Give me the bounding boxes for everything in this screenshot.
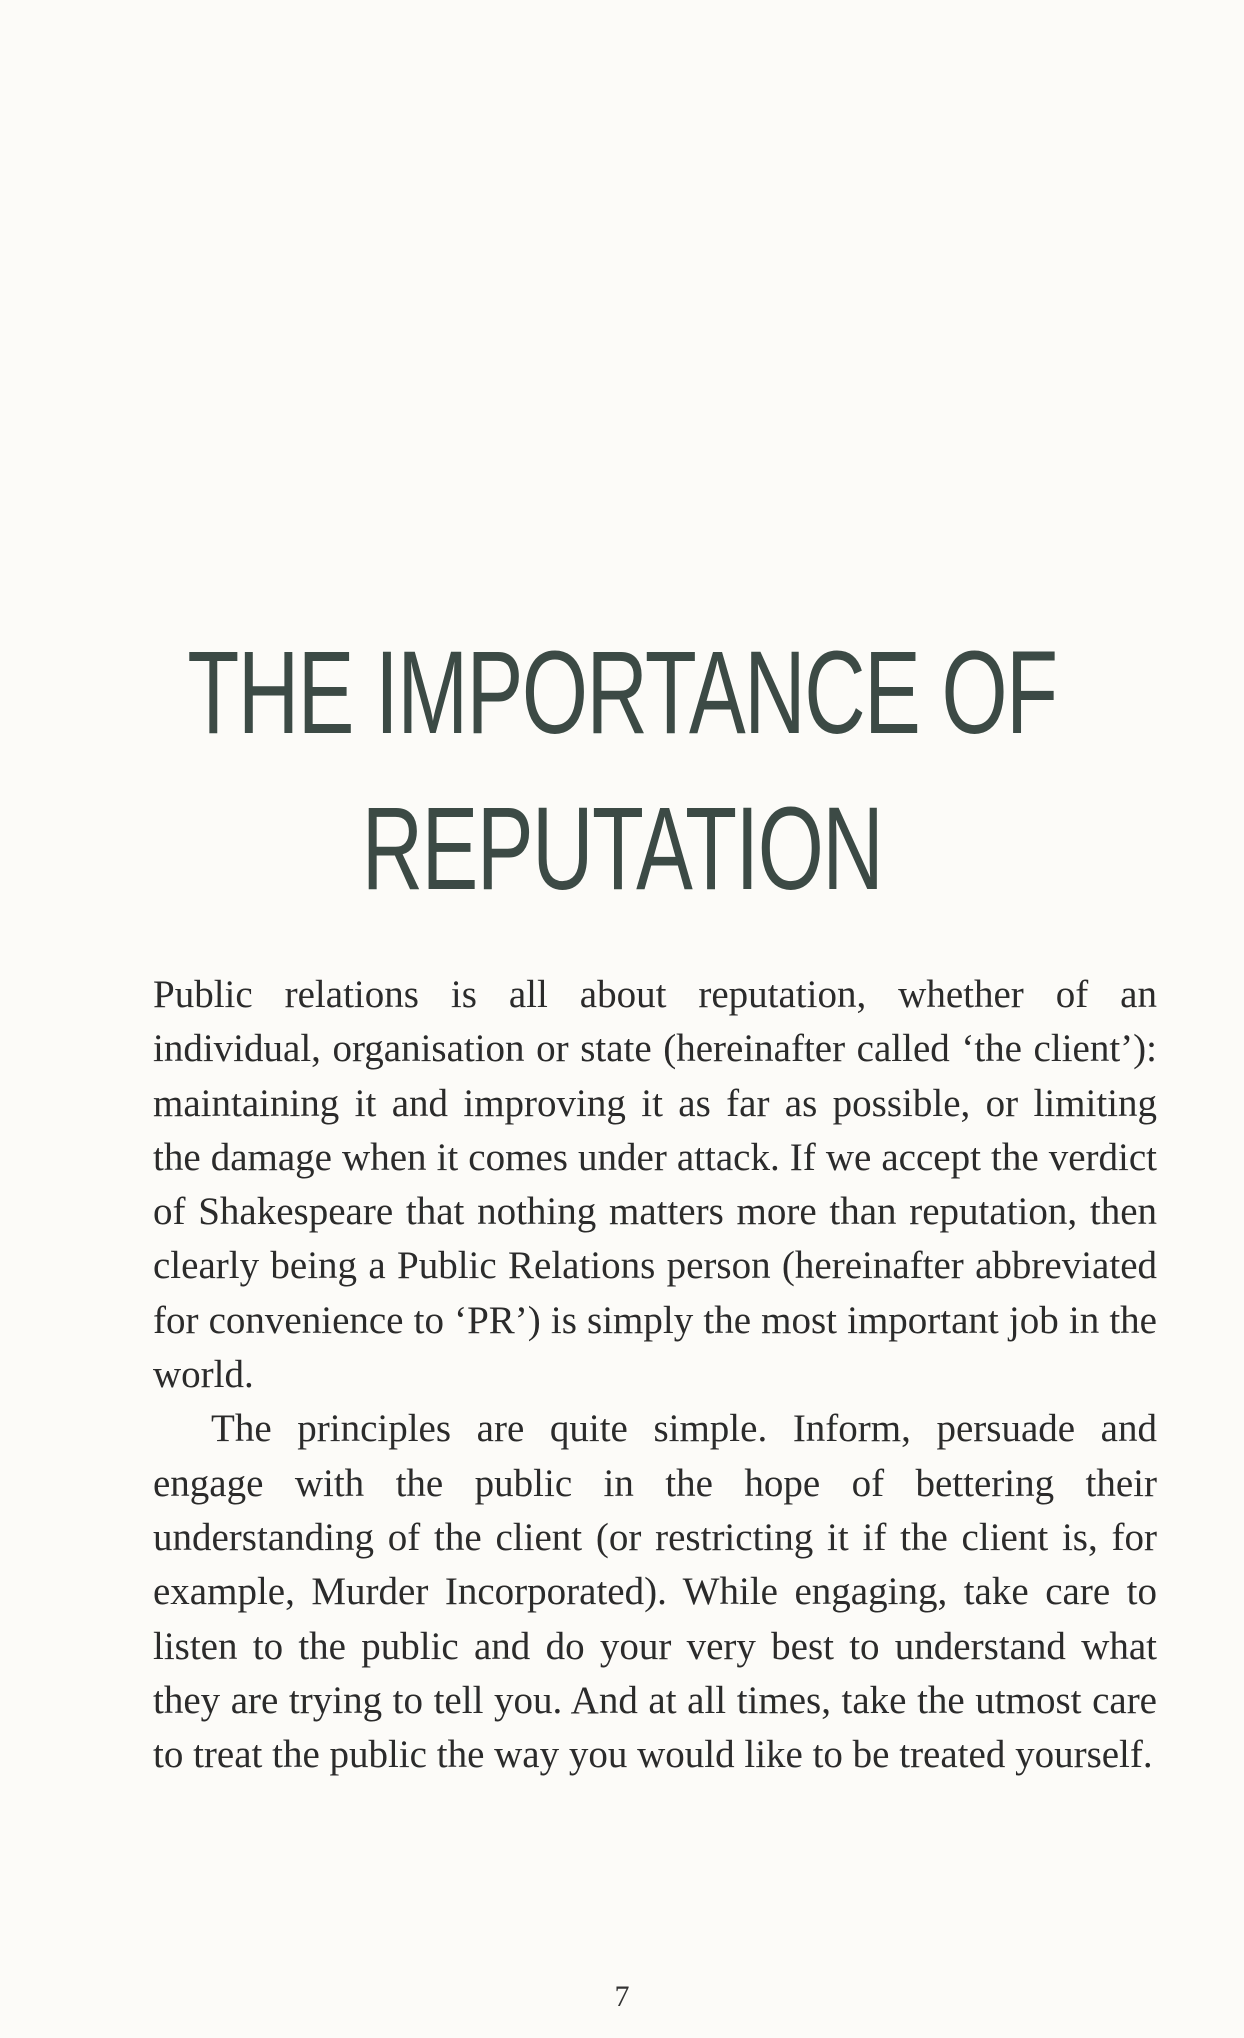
chapter-title bbox=[174, 615, 1070, 927]
chapter-title-line-2: REPUTATION bbox=[361, 783, 883, 915]
chapter-title-line-1: THE IMPORTANCE OF bbox=[187, 627, 1057, 759]
page-number: 7 bbox=[614, 1980, 630, 2013]
paragraph-1: Public relations is all about reputation, whether of an individual, organisation or state (hereinafter called ‘the client’): maintaining it and improving it as far as possible, or limiting the damage when it comes under attack. If we accept the verdict of Shakespeare that nothing matters more than reputation, then clearly being a Public Relations person (hereinafter abbreviated for convenience to ‘PR’) is simply the most important job in the world. bbox=[153, 973, 1157, 1397]
paragraph-2: The principles are quite simple. Inform, persuade and engage with the public in the hope of bettering their understanding of the client (or restricting it if the client is, for example, Murder Incorporated). While engaging, take care to listen to the public and do your very best to understand what they are trying to tell you. And at all times, take the utmost care to treat the public the way you would like to be treated yourself. bbox=[153, 1407, 1157, 1777]
chapter-body bbox=[153, 968, 1157, 1782]
